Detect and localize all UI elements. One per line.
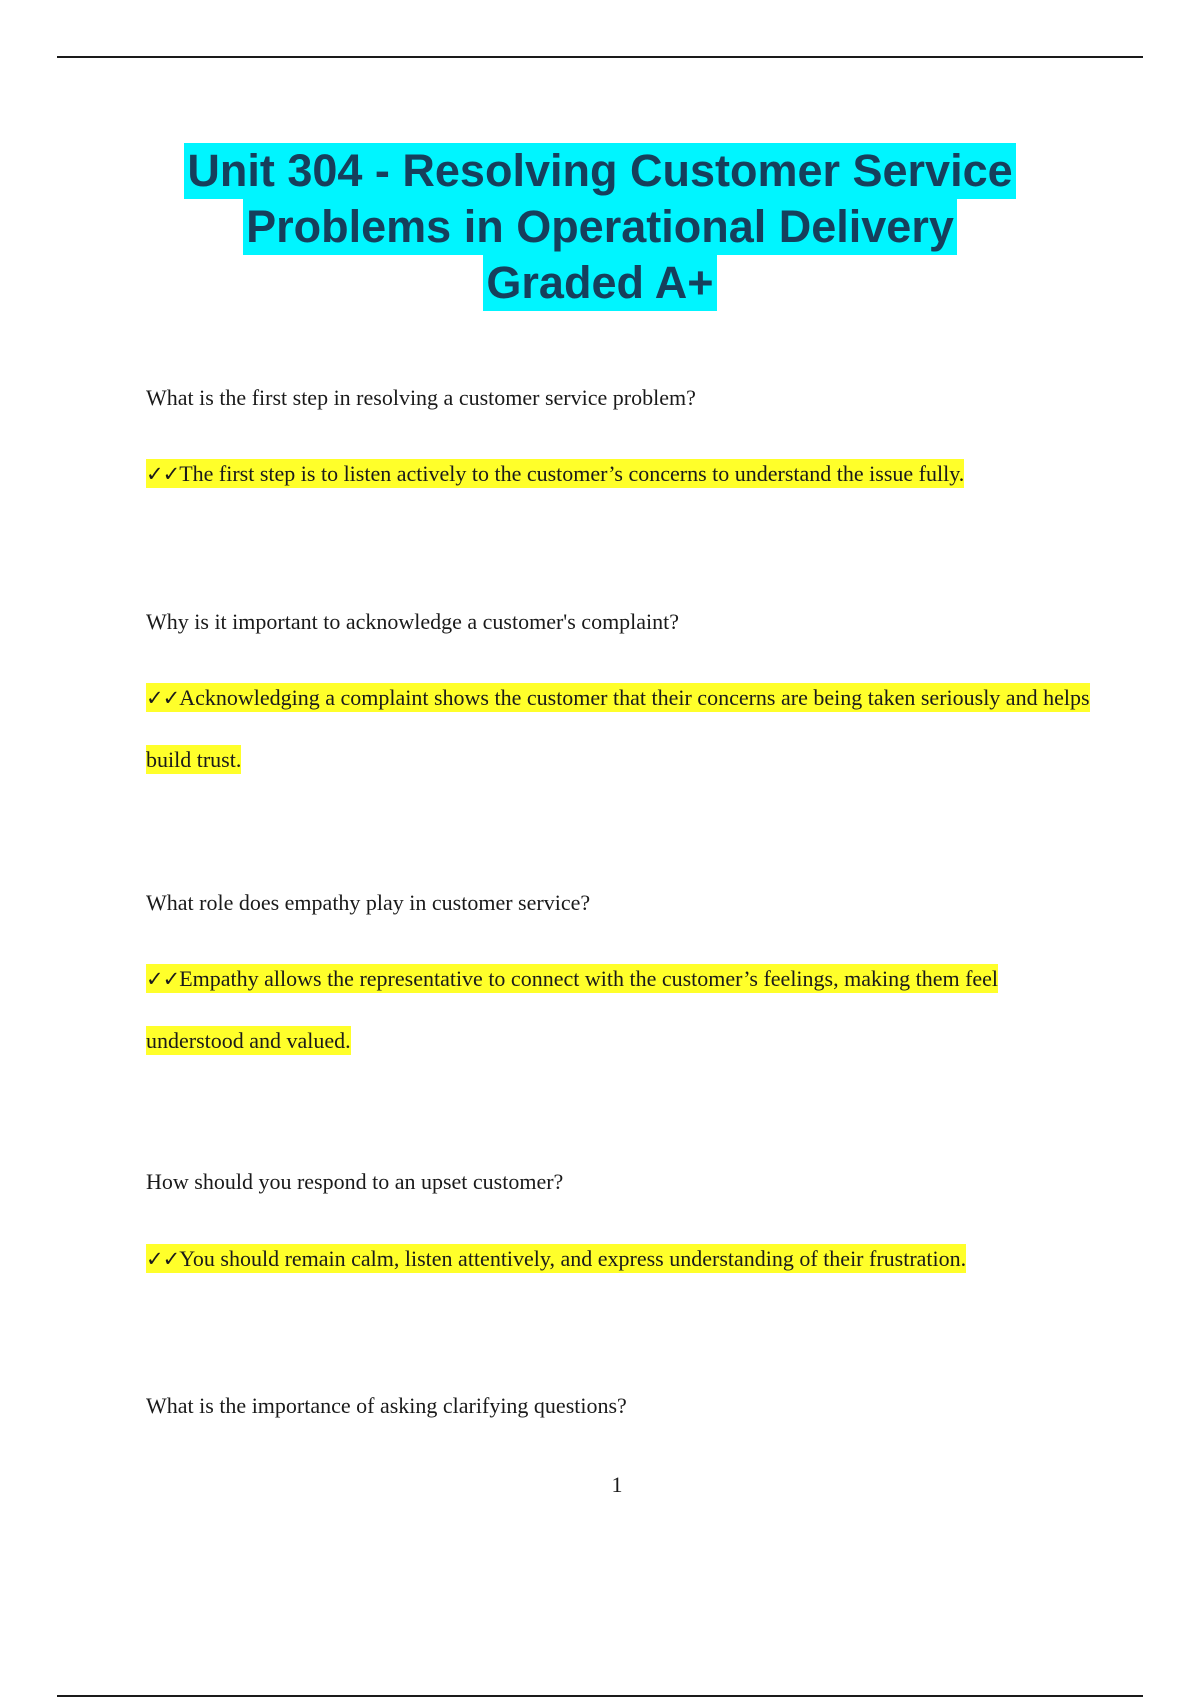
check-icon: ✓✓ bbox=[146, 686, 180, 710]
check-icon: ✓✓ bbox=[146, 1247, 180, 1271]
answer-3 bbox=[146, 948, 1091, 1071]
answer-highlight bbox=[146, 1244, 966, 1273]
question-4: How should you respond to an upset customer? bbox=[146, 1169, 564, 1194]
answer-text: You should remain calm, listen attentively, and express understanding of their frustration. bbox=[179, 1246, 967, 1271]
page-number: 1 bbox=[611, 1472, 623, 1497]
question-1: What is the first step in resolving a customer service problem? bbox=[146, 385, 696, 410]
footer-rule bbox=[57, 1695, 1143, 1697]
question-3: What role does empathy play in customer service? bbox=[146, 890, 591, 915]
title-line: Unit 304 - Resolving Customer Service bbox=[184, 143, 1015, 199]
answer-highlight bbox=[146, 459, 964, 488]
check-icon: ✓✓ bbox=[146, 967, 180, 991]
answer-4 bbox=[146, 1228, 1091, 1290]
answer-text: Empathy allows the representative to connect with the customer’s feelings, making them feel understood and valued. bbox=[146, 966, 999, 1053]
document-title bbox=[0, 143, 1200, 311]
answer-highlight bbox=[146, 964, 998, 1055]
header-rule bbox=[57, 56, 1143, 58]
answer-2 bbox=[146, 667, 1091, 790]
answer-highlight bbox=[146, 683, 1090, 774]
question-2: Why is it important to acknowledge a customer's complaint? bbox=[146, 609, 680, 634]
answer-text: Acknowledging a complaint shows the customer that their concerns are being taken seriously and helps build trust. bbox=[146, 685, 1090, 772]
question-5: What is the importance of asking clarifying questions? bbox=[146, 1393, 627, 1418]
check-icon: ✓✓ bbox=[146, 462, 180, 486]
answer-text: The first step is to listen actively to the customer’s concerns to understand the issue fully. bbox=[179, 461, 965, 486]
answer-1 bbox=[146, 443, 1091, 505]
title-line: Graded A+ bbox=[483, 255, 716, 311]
title-line: Problems in Operational Delivery bbox=[243, 199, 957, 255]
